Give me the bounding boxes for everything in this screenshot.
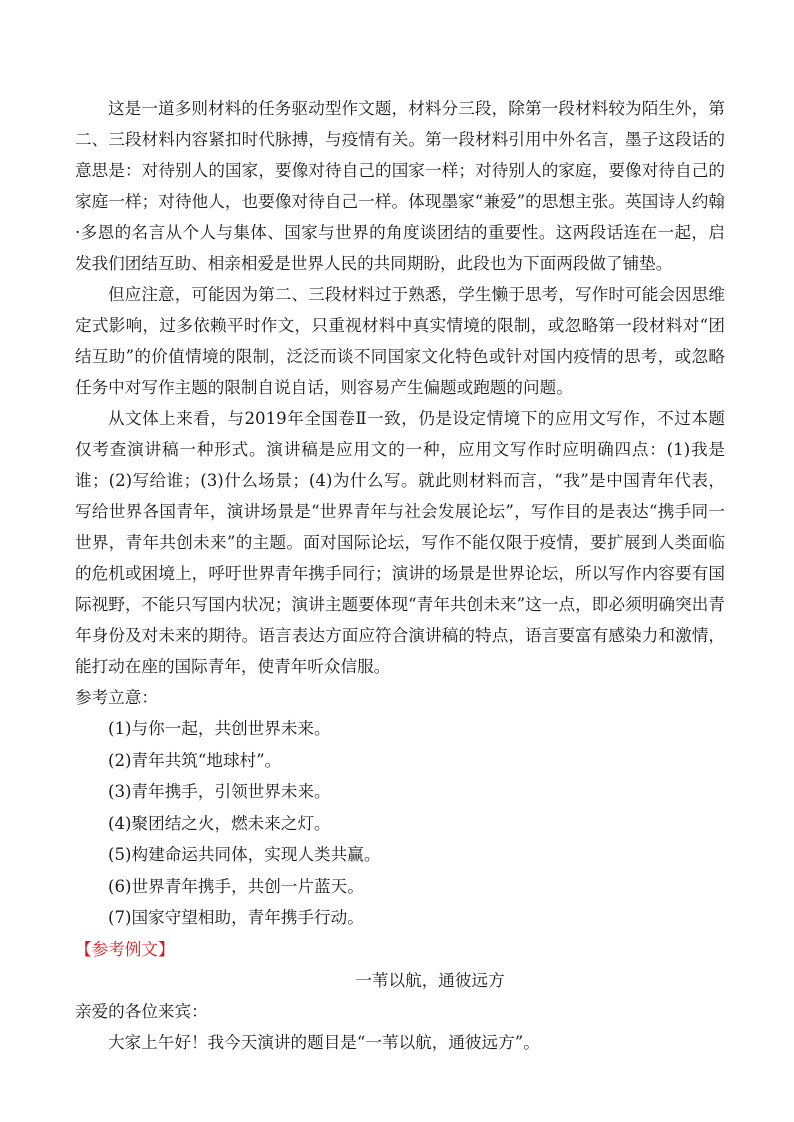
essay-heading: 【参考例文】 [75, 939, 175, 959]
ideas-list [75, 713, 725, 934]
analysis-paragraph-1: 这是一道多则材料的任务驱动型作文题，材料分三段，除第一段材料较为陌生外，第二、三段材料内容紧扣时代脉搏，与疫情有关。第一段材料引用中外名言，墨子这段话的意思是：对待别人的国家，要像对待自己的国家一样；对待别人的家庭，要像对待自己的家庭一样；对待他人，也要像对待自己一样。体现墨家“兼爱”的思想主张。英国诗人约翰·多恩的名言从个人与集体、国家与世界的角度谈团结的重要性。这两段话连在一起，启发我们团结互助、相亲相爱是世界人民的共同期盼，此段也为下面两段做了铺垫。 [75, 99, 725, 273]
analysis-paragraph-2: 但应注意，可能因为第二、三段材料过于熟悉，学生懒于思考，写作时可能会因思维定式影响，过多依赖平时作文，只重视材料中真实情境的限制，或忽略第一段材料对“团结互助”的价值情境的限制，泛泛而谈不同国家文化特色或针对国内疫情的思考，或忽略任务中对写作主题的限制自说自话，则容易产生偏题或跑题的问题。 [75, 285, 725, 397]
idea-item: (3)青年携手，引领世界未来。 [108, 782, 331, 801]
document-page [75, 93, 725, 1058]
idea-item: (1)与你一起，共创世界未来。 [108, 719, 331, 738]
ideas-label: 参考立意： [75, 688, 158, 707]
essay-title: 一苇以航，通彼远方 [355, 970, 505, 990]
idea-item: (4)聚团结之火，燃未来之灯。 [108, 813, 331, 833]
essay-salutation: 亲爱的各位来宾： [75, 1001, 208, 1021]
idea-item: (2)青年共筑“地球村”。 [108, 750, 282, 770]
analysis-paragraph-3: 从文体上来看，与2019年全国卷Ⅱ一致，仍是设定情境下的应用文写作，不过本题仅考查演讲稿一种形式。演讲稿是应用文的一种，应用文写作时应明确四点：(1)我是谁；(2)写给谁；(3)什么场景；(4)为什么写。就此则材料而言，“我”是中国青年代表，写给世界各国青年，演讲场景是“世界青年与社会发展论坛”，写作目的是表达“携手同一世界，青年共创未来”的主题。面对国际论坛，写作不能仅限于疫情，要扩展到人类面临的危机或困境上，呼吁世界青年携手同行；演讲的场景是世界论坛，所以写作内容要有国际视野，不能只写国内状况；演讲主题要体现“青年共创未来”这一点，即必须明确突出青年身份及对未来的期待。语言表达方面应符合演讲稿的特点，语言要富有感染力和激情，能打动在座的国际青年，使青年听众信服。 [75, 409, 725, 676]
essay-opening: 大家上午好！我今天演讲的题目是“一苇以航，通彼远方”。 [108, 1032, 540, 1052]
idea-item: (7)国家守望相助，青年携手行动。 [108, 908, 364, 927]
idea-item: (5)构建命运共同体，实现人类共赢。 [108, 845, 381, 864]
idea-item: (6)世界青年携手，共创一片蓝天。 [108, 876, 364, 896]
